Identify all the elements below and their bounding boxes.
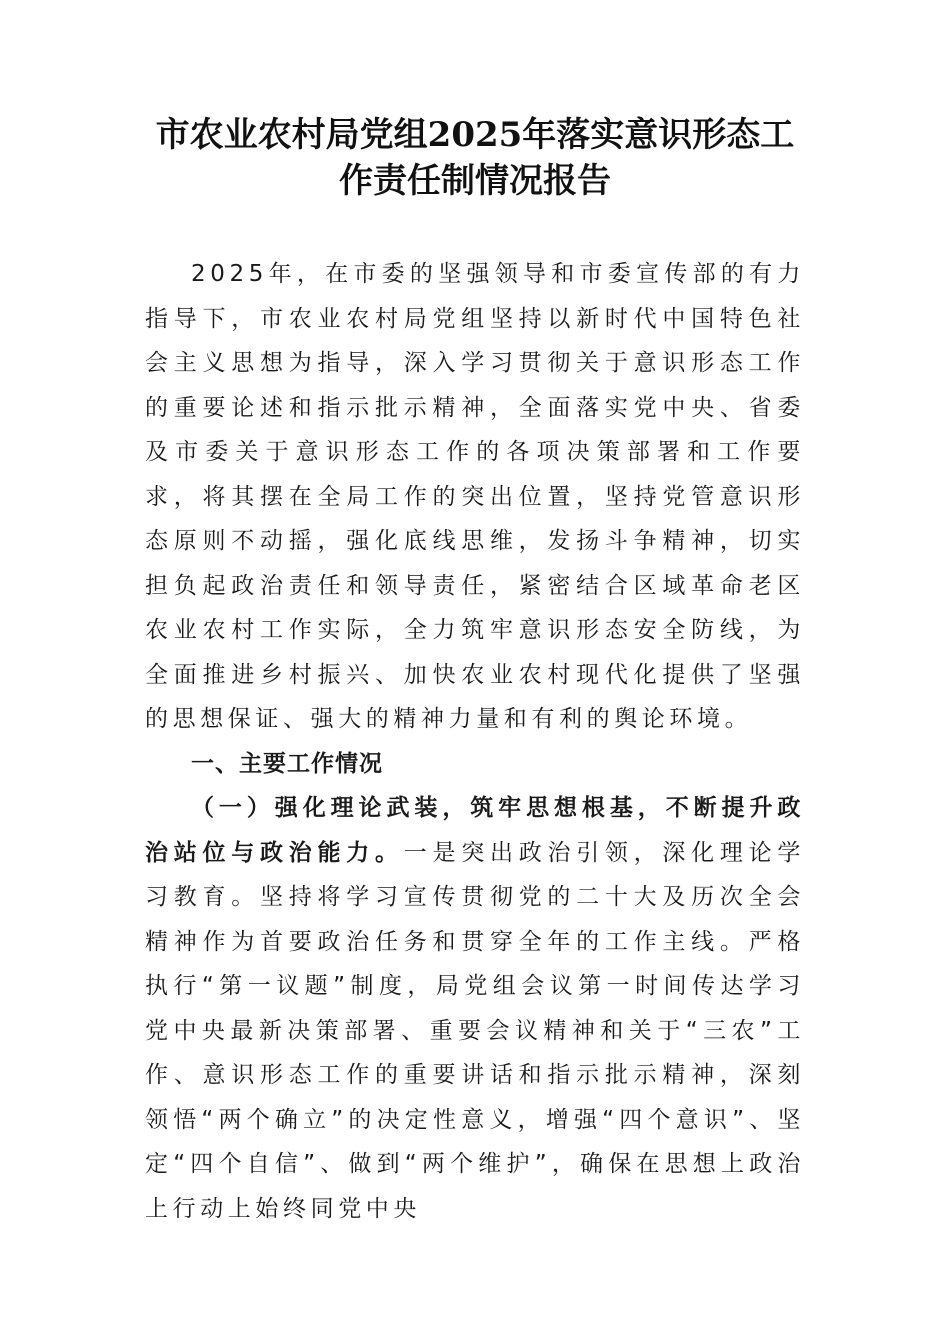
document-body [145,252,805,1231]
subsection-text-1: 一是突出政治引领，深化理论学习教育。坚持将学习宣传贯彻党的二十大及历次全会精神作为首要政治任务和贯穿全年的工作主线。严格执行“第一议题”制度，局党组会议第一时间传达学习党中央最新决策部署、重要会议精神和关于“三农”工作、意识形态工作的重要讲话和指示批示精神，深刻领悟“两个确立”的决定性意义，增强“四个意识”、坚定“四个自信”、做到“两个维护”，确保在思想上政治上行动上始终同党中央 [145,839,806,1222]
subsection-paragraph-1 [145,786,805,1231]
document-title [120,112,830,204]
title-line-1: 市农业农村局党组2025年落实意识形态工 [155,115,795,155]
section-heading-main-work: 一、主要工作情况 [191,750,383,777]
title-line-2: 作责任制情况报告 [339,161,611,201]
subsection-heading-1: （一）强化理论武装，筑牢思想根基，不断提升政治站位与政治能力。 [145,795,805,866]
intro-paragraph: 2025年，在市委的坚强领导和市委宣传部的有力指导下，市农业农村局党组坚持以新时代中国特色社会主义思想为指导，深入学习贯彻关于意识形态工作的重要论述和指示批示精神，全面落实党中央、省委及市委关于意识形态工作的各项决策部署和工作要求，将其摆在全局工作的突出位置，坚持党管意识形态原则不动摇，强化底线思维，发扬斗争精神，切实担负起政治责任和领导责任，紧密结合区域革命老区农业农村工作实际，全力筑牢意识形态安全防线，为全面推进乡村振兴、加快农业农村现代化提供了坚强的思想保证、强大的精神力量和有利的舆论环境。 [145,261,805,732]
